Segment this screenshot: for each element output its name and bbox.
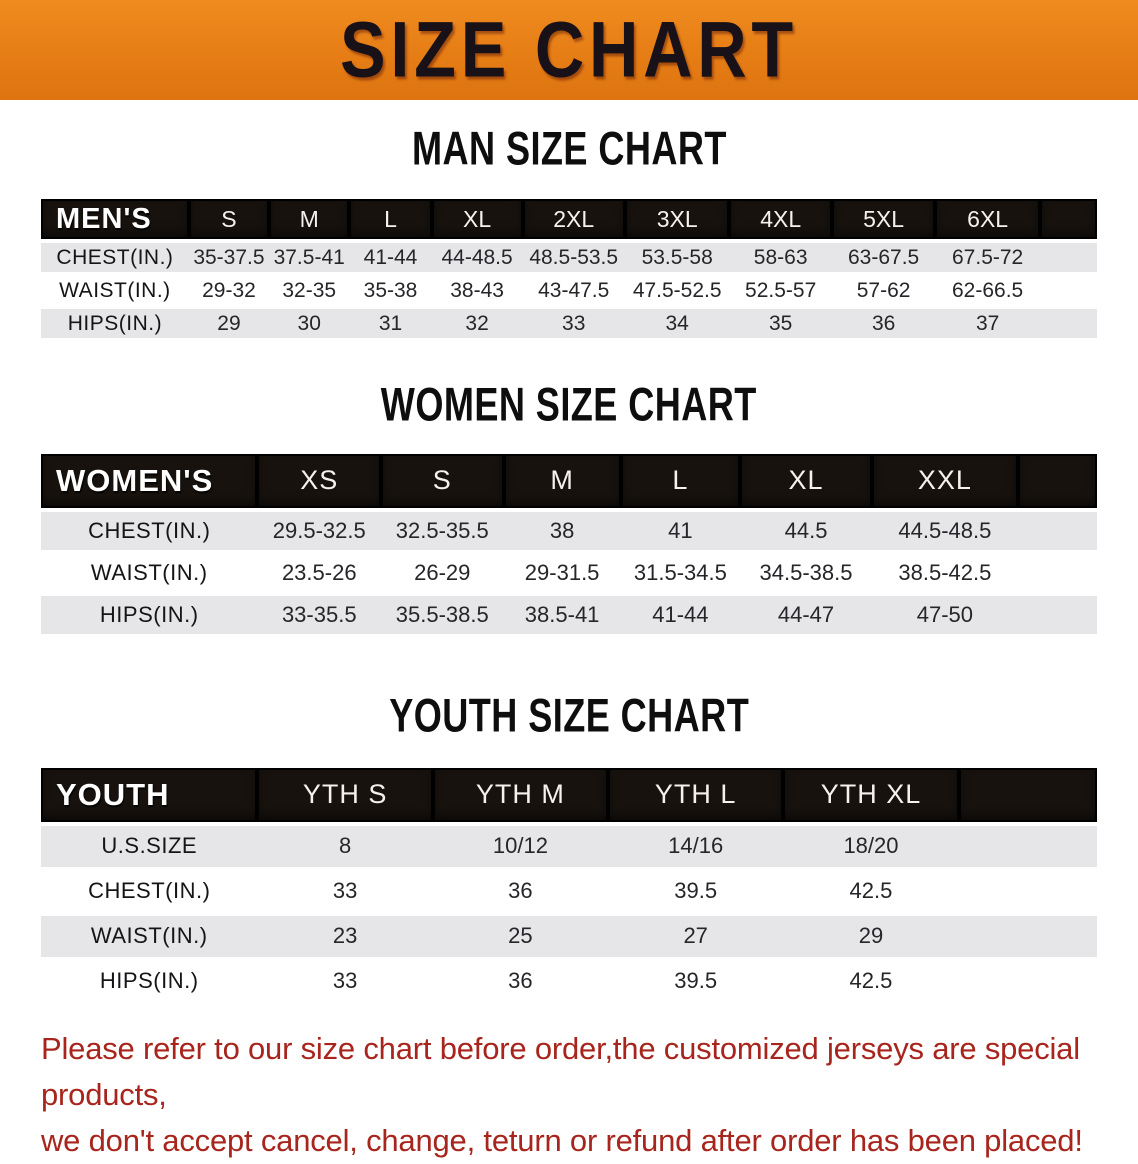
mens-table-header xyxy=(41,199,1097,239)
size-value: 8 xyxy=(257,826,432,867)
size-value: 32-35 xyxy=(269,276,349,305)
youth-size-section xyxy=(0,638,1138,1006)
row-spacer xyxy=(1018,596,1097,634)
size-value: 10/12 xyxy=(433,826,608,867)
size-table-row xyxy=(41,309,1097,338)
womens-size-table xyxy=(41,450,1097,638)
size-table-row xyxy=(41,596,1097,634)
size-value: 44.5 xyxy=(740,512,872,550)
size-value: 42.5 xyxy=(783,871,958,912)
size-column-header: M xyxy=(504,454,621,508)
row-label: HIPS(IN.) xyxy=(41,961,257,1002)
size-value: 67.5-72 xyxy=(935,243,1040,272)
size-column-header: 3XL xyxy=(625,199,730,239)
row-spacer xyxy=(959,871,1097,912)
row-label: WAIST(IN.) xyxy=(41,916,257,957)
row-label: CHEST(IN.) xyxy=(41,871,257,912)
size-table-header-row xyxy=(41,199,1097,239)
size-table-row xyxy=(41,554,1097,592)
row-label: WAIST(IN.) xyxy=(41,276,189,305)
size-value: 53.5-58 xyxy=(625,243,730,272)
row-spacer xyxy=(959,916,1097,957)
size-column-header: 2XL xyxy=(523,199,625,239)
man-size-section xyxy=(0,100,1138,342)
size-value: 37 xyxy=(935,309,1040,338)
row-spacer xyxy=(959,961,1097,1002)
size-value: 52.5-57 xyxy=(729,276,831,305)
size-value: 14/16 xyxy=(608,826,783,867)
header-spacer xyxy=(1040,199,1097,239)
size-column-header: YTH L xyxy=(608,768,783,822)
row-label: HIPS(IN.) xyxy=(41,309,189,338)
size-value: 35-38 xyxy=(349,276,431,305)
header-spacer xyxy=(959,768,1097,822)
size-column-header: S xyxy=(189,199,269,239)
size-value: 44.5-48.5 xyxy=(872,512,1018,550)
mens-table-body xyxy=(41,243,1097,338)
table-title: WOMEN'S xyxy=(41,454,257,508)
size-column-header: YTH XL xyxy=(783,768,958,822)
size-column-header: 6XL xyxy=(935,199,1040,239)
youth-size-chart-heading-text: YOUTH SIZE CHART xyxy=(389,689,749,742)
row-spacer xyxy=(1040,276,1097,305)
size-value: 31.5-34.5 xyxy=(621,554,740,592)
size-table-row xyxy=(41,276,1097,305)
size-value: 29-32 xyxy=(189,276,269,305)
womens-table-container xyxy=(41,450,1097,638)
row-spacer xyxy=(1018,554,1097,592)
size-value: 33-35.5 xyxy=(257,596,381,634)
size-value: 38.5-41 xyxy=(504,596,621,634)
size-value: 18/20 xyxy=(783,826,958,867)
size-value: 58-63 xyxy=(729,243,831,272)
size-table-row xyxy=(41,916,1097,957)
disclaimer-line-1: Please refer to our size chart before order,the customized jerseys are special products, xyxy=(41,1030,1080,1112)
man-size-chart-heading xyxy=(0,100,1138,176)
size-value: 36 xyxy=(433,871,608,912)
size-value: 26-29 xyxy=(381,554,503,592)
size-value: 36 xyxy=(433,961,608,1002)
size-value: 39.5 xyxy=(608,871,783,912)
table-title: MEN'S xyxy=(41,199,189,239)
size-value: 30 xyxy=(269,309,349,338)
table-title: YOUTH xyxy=(41,768,257,822)
size-value: 23 xyxy=(257,916,432,957)
row-label: CHEST(IN.) xyxy=(41,512,257,550)
size-value: 39.5 xyxy=(608,961,783,1002)
size-value: 25 xyxy=(433,916,608,957)
size-column-header: L xyxy=(349,199,431,239)
mens-size-table xyxy=(41,195,1097,342)
size-value: 48.5-53.5 xyxy=(523,243,625,272)
size-value: 31 xyxy=(349,309,431,338)
banner-title xyxy=(328,5,810,94)
size-value: 33 xyxy=(523,309,625,338)
size-value: 27 xyxy=(608,916,783,957)
size-column-header: 4XL xyxy=(729,199,831,239)
size-value: 33 xyxy=(257,871,432,912)
size-chart-banner xyxy=(0,0,1138,100)
row-label: WAIST(IN.) xyxy=(41,554,257,592)
size-column-header: XL xyxy=(432,199,523,239)
size-table-row xyxy=(41,512,1097,550)
women-size-section xyxy=(0,342,1138,637)
size-value: 41-44 xyxy=(349,243,431,272)
size-value: 29.5-32.5 xyxy=(257,512,381,550)
size-value: 63-67.5 xyxy=(832,243,935,272)
size-table-row xyxy=(41,243,1097,272)
size-column-header: YTH S xyxy=(257,768,432,822)
size-value: 57-62 xyxy=(832,276,935,305)
size-column-header: M xyxy=(269,199,349,239)
youth-size-chart-heading xyxy=(0,638,1138,740)
size-table-row xyxy=(41,871,1097,912)
size-value: 38-43 xyxy=(432,276,523,305)
mens-table-container xyxy=(41,195,1097,342)
row-label: U.S.SIZE xyxy=(41,826,257,867)
size-column-header: 5XL xyxy=(832,199,935,239)
size-column-header: L xyxy=(621,454,740,508)
women-size-chart-heading-text: WOMEN SIZE CHART xyxy=(381,378,757,432)
size-value: 43-47.5 xyxy=(523,276,625,305)
size-value: 35.5-38.5 xyxy=(381,596,503,634)
size-value: 32 xyxy=(432,309,523,338)
size-value: 35-37.5 xyxy=(189,243,269,272)
size-value: 42.5 xyxy=(783,961,958,1002)
youth-table-container xyxy=(41,764,1097,1006)
row-label: CHEST(IN.) xyxy=(41,243,189,272)
disclaimer-line-2: we don't accept cancel, change, teturn or refund after order has been placed! xyxy=(41,1122,1083,1158)
size-table-header-row xyxy=(41,768,1097,822)
womens-table-header xyxy=(41,454,1097,508)
size-value: 41-44 xyxy=(621,596,740,634)
youth-size-table xyxy=(41,764,1097,1006)
size-value: 44-47 xyxy=(740,596,872,634)
size-value: 23.5-26 xyxy=(257,554,381,592)
size-value: 47.5-52.5 xyxy=(625,276,730,305)
size-column-header: XXL xyxy=(872,454,1018,508)
size-column-header: XL xyxy=(740,454,872,508)
size-value: 29-31.5 xyxy=(504,554,621,592)
size-value: 32.5-35.5 xyxy=(381,512,503,550)
banner-title-text: SIZE CHART xyxy=(340,5,798,94)
size-value: 34 xyxy=(625,309,730,338)
size-table-header-row xyxy=(41,454,1097,508)
row-spacer xyxy=(959,826,1097,867)
size-value: 41 xyxy=(621,512,740,550)
row-label: HIPS(IN.) xyxy=(41,596,257,634)
size-column-header: XS xyxy=(257,454,381,508)
size-column-header: YTH M xyxy=(433,768,608,822)
women-size-chart-heading xyxy=(0,342,1138,432)
size-value: 34.5-38.5 xyxy=(740,554,872,592)
youth-table-body xyxy=(41,826,1097,1002)
size-value: 38 xyxy=(504,512,621,550)
row-spacer xyxy=(1040,243,1097,272)
row-spacer xyxy=(1018,512,1097,550)
header-spacer xyxy=(1018,454,1097,508)
size-column-header: S xyxy=(381,454,503,508)
size-value: 44-48.5 xyxy=(432,243,523,272)
size-value: 47-50 xyxy=(872,596,1018,634)
man-size-chart-heading-text: MAN SIZE CHART xyxy=(411,122,727,176)
size-value: 35 xyxy=(729,309,831,338)
youth-table-header xyxy=(41,768,1097,822)
size-value: 37.5-41 xyxy=(269,243,349,272)
size-value: 33 xyxy=(257,961,432,1002)
size-value: 29 xyxy=(783,916,958,957)
order-disclaimer xyxy=(41,1026,1098,1164)
size-value: 38.5-42.5 xyxy=(872,554,1018,592)
size-table-row xyxy=(41,826,1097,867)
size-value: 36 xyxy=(832,309,935,338)
size-table-row xyxy=(41,961,1097,1002)
size-value: 29 xyxy=(189,309,269,338)
row-spacer xyxy=(1040,309,1097,338)
size-value: 62-66.5 xyxy=(935,276,1040,305)
womens-table-body xyxy=(41,512,1097,634)
